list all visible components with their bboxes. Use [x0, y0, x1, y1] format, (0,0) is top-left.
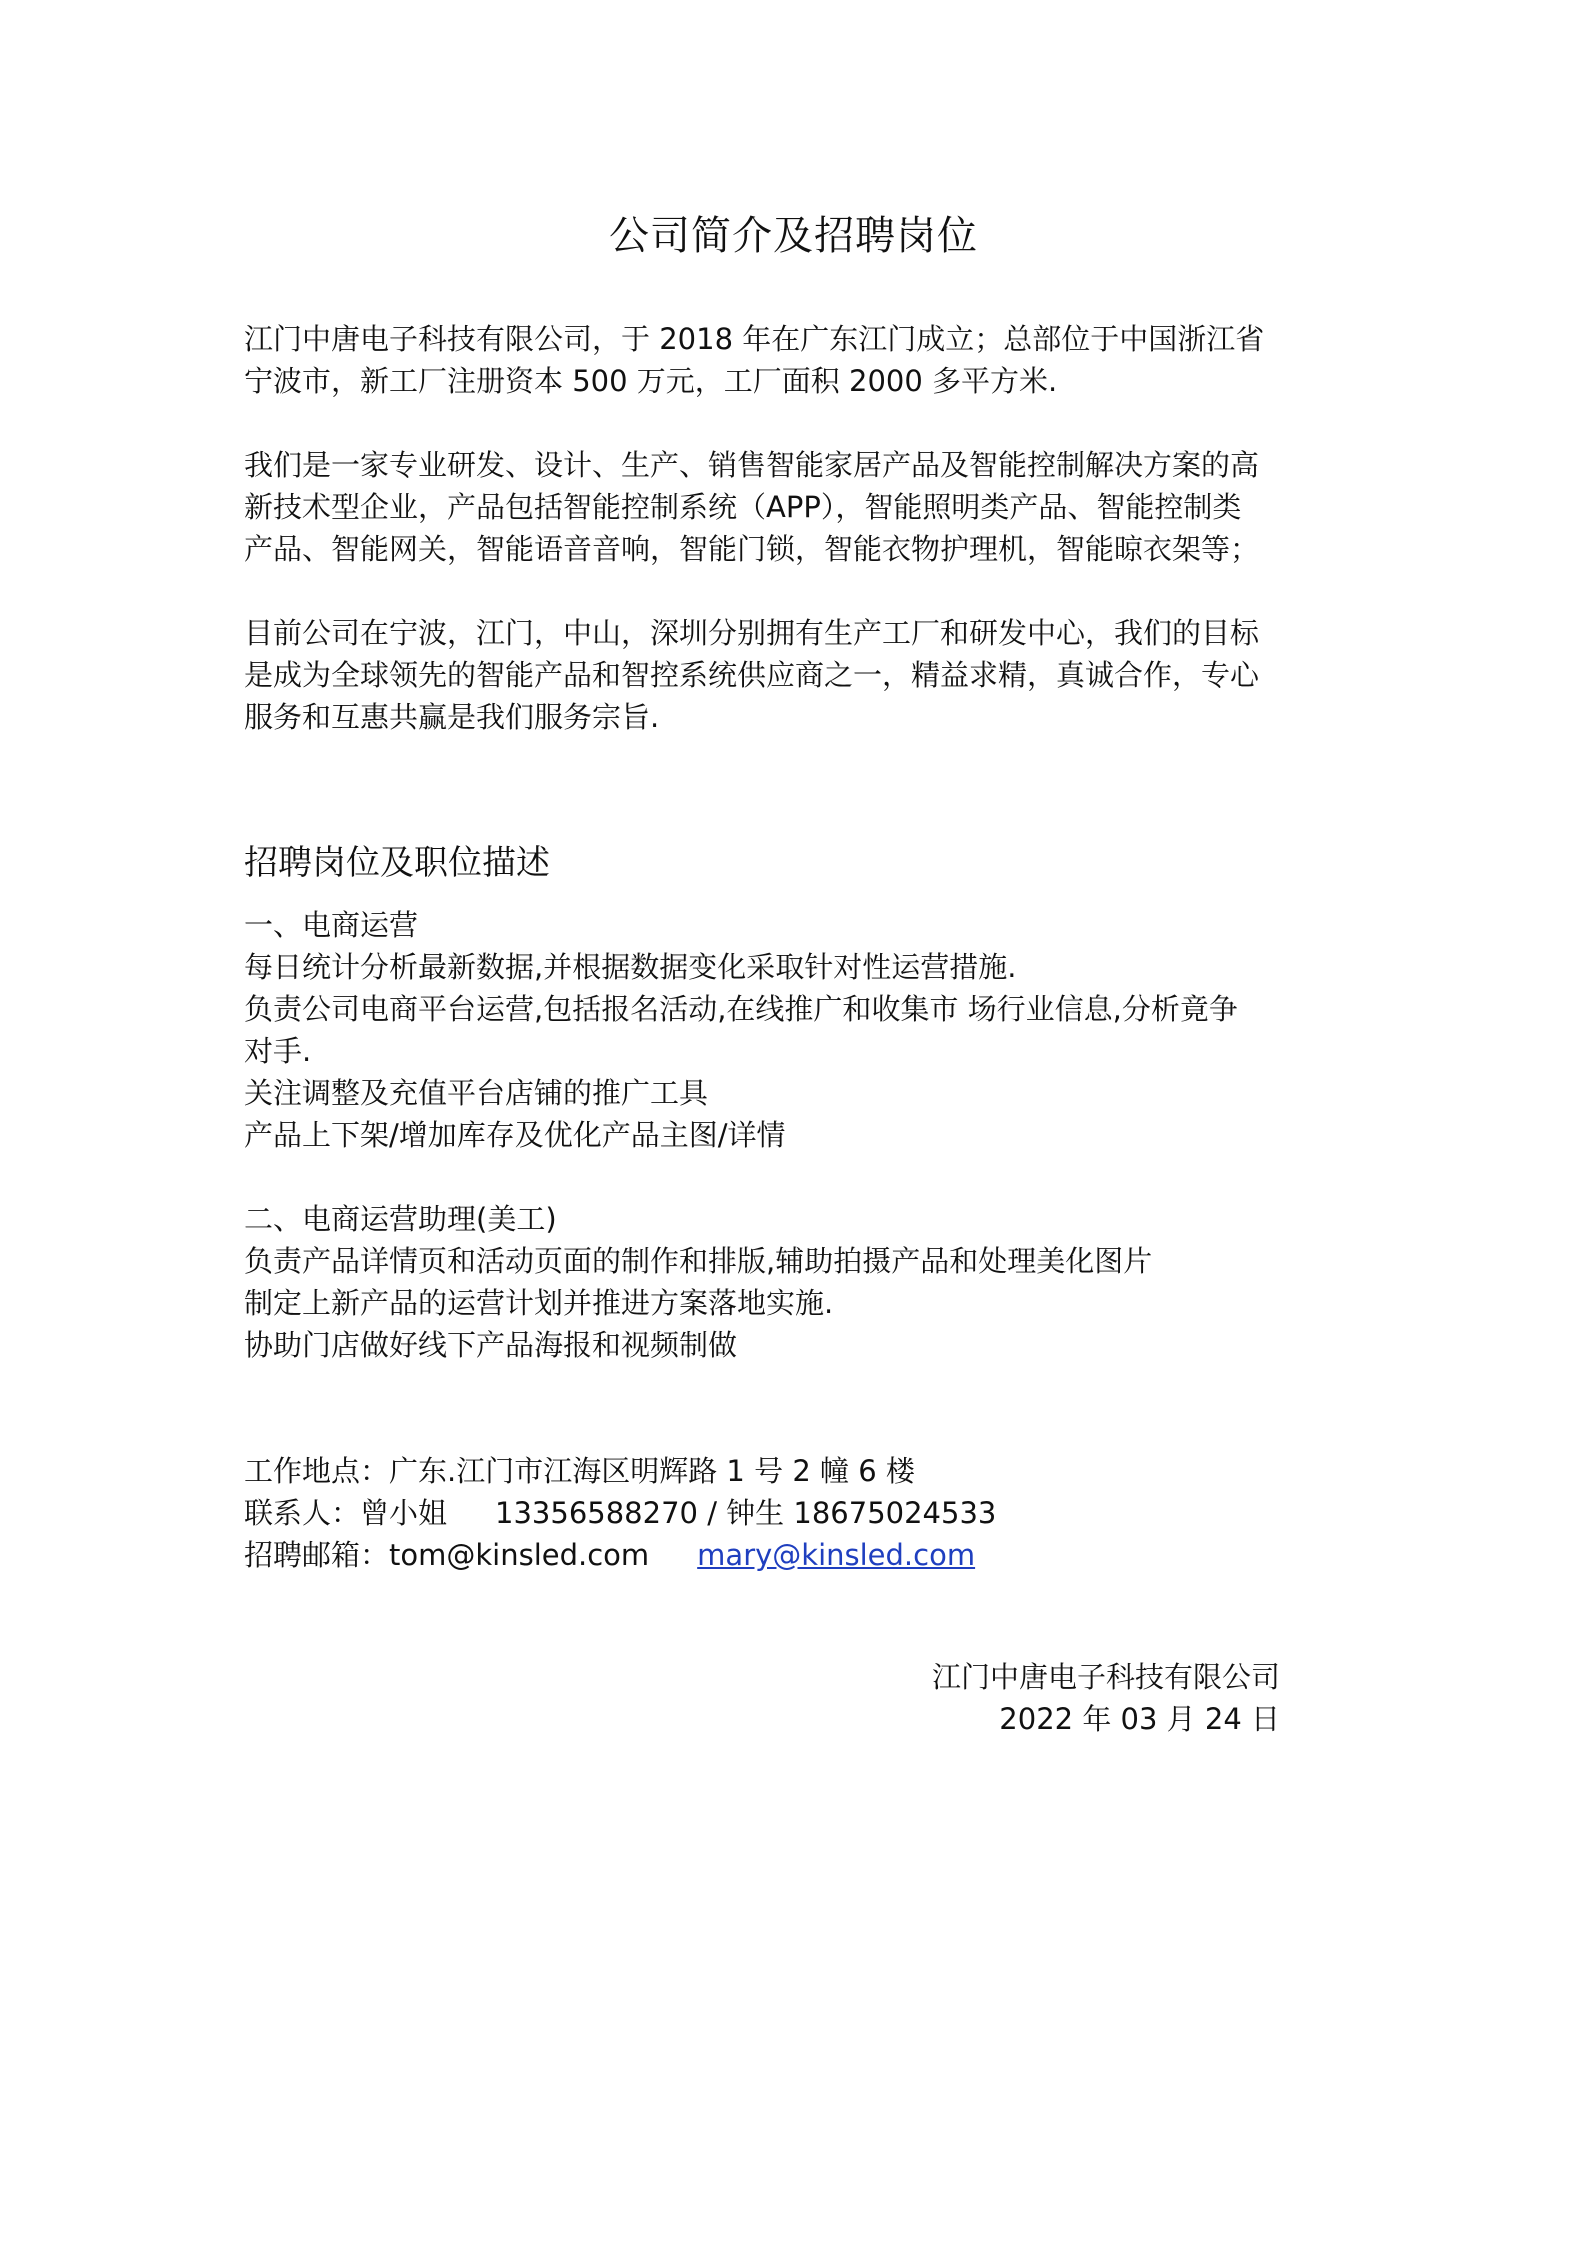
text-line: 目前公司在宁波，江门，中山，深圳分别拥有生产工厂和研发中心，我们的目标 — [244, 616, 1260, 650]
email-label: 招聘邮箱：tom@kinsled.com — [244, 1538, 650, 1572]
job-1-section — [244, 904, 1364, 1156]
job-duty: 产品上下架/增加库存及优化产品主图/详情 — [244, 1118, 786, 1152]
text-line: 我们是一家专业研发、设计、生产、销售智能家居产品及智能控制解决方案的高 — [244, 448, 1260, 482]
contact-phones: 13356588270 / 钟生 18675024533 — [495, 1496, 997, 1530]
job-title: 一、电商运营 — [244, 908, 419, 942]
contact-persons — [244, 1492, 1364, 1534]
job-2-section — [244, 1198, 1364, 1366]
signature-company: 江门中唐电子科技有限公司 — [931, 1660, 1280, 1694]
work-location: 工作地点：广东.江门市江海区明辉路 1 号 2 幢 6 楼 — [244, 1454, 915, 1488]
text-line: 产品、智能网关，智能语音音响，智能门锁，智能衣物护理机，智能晾衣架等； — [244, 532, 1260, 566]
job-duty: 对手. — [244, 1034, 312, 1068]
job-duty: 每日统计分析最新数据,并根据数据变化采取针对性运营措施. — [244, 950, 1017, 984]
job-duty: 负责产品详情页和活动页面的制作和排版,辅助拍摄产品和处理美化图片 — [244, 1244, 1153, 1278]
job-duty: 协助门店做好线下产品海报和视频制做 — [244, 1328, 738, 1362]
page-title: 公司简介及招聘岗位 — [609, 213, 978, 259]
job-duty: 制定上新产品的运营计划并推进方案落地实施. — [244, 1286, 834, 1320]
text-line: 宁波市，新工厂注册资本 500 万元，工厂面积 2000 多平方米. — [244, 364, 1058, 398]
contact-person-label: 联系人：曾小姐 — [244, 1496, 448, 1530]
email-link[interactable]: mary@kinsled.com — [697, 1538, 976, 1572]
job-duty: 负责公司电商平台运营,包括报名活动,在线推广和收集市 场行业信息,分析竟争 — [244, 992, 1238, 1026]
text-line: 是成为全球领先的智能产品和智控系统供应商之一，精益求精，真诚合作，专心 — [244, 658, 1260, 692]
contact-section — [244, 1450, 1364, 1576]
intro-paragraph-1 — [244, 318, 1364, 402]
jobs-heading: 招聘岗位及职位描述 — [244, 843, 550, 883]
job-duty: 关注调整及充值平台店铺的推广工具 — [244, 1076, 709, 1110]
text-line: 江门中唐电子科技有限公司，于 2018 年在广东江门成立；总部位于中国浙江省 — [244, 322, 1265, 356]
signature-date: 2022 年 03 月 24 日 — [999, 1702, 1280, 1736]
job-title: 二、电商运营助理(美工) — [244, 1202, 557, 1236]
intro-paragraph-3 — [244, 612, 1364, 738]
text-line: 服务和互惠共赢是我们服务宗旨. — [244, 700, 660, 734]
intro-paragraph-2 — [244, 444, 1364, 570]
text-line: 新技术型企业，产品包括智能控制系统（APP），智能照明类产品、智能控制类 — [244, 490, 1242, 524]
recruit-email — [244, 1534, 1364, 1576]
